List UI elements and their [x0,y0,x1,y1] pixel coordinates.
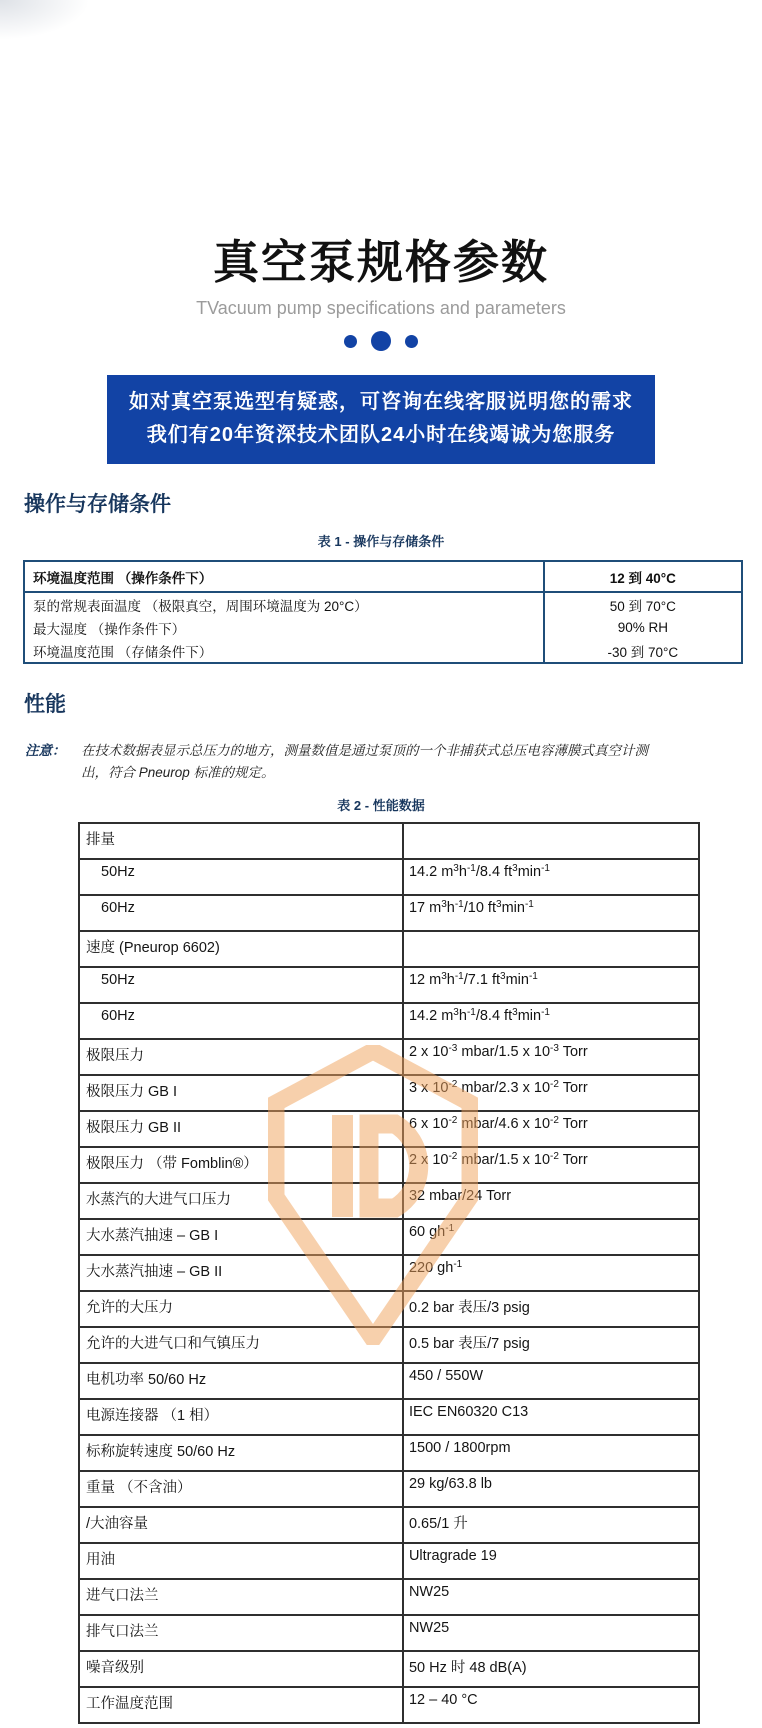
performance-note [25,740,670,784]
value-cell: 6 x $10^{-2}$ mbar/4.6 x $10^{-2}$ Torr [403,1111,699,1147]
label-cell: 电源连接器 （1 相） [79,1399,403,1435]
dot-icon [344,335,357,348]
label-cell: 极限压力 GB II [79,1111,403,1147]
value-cell: 29 kg/63.8 lb [403,1471,699,1507]
value-cell: 60 $gh^{-1}$ [403,1219,699,1255]
label-cell: 速度 (Pneurop 6602) [79,931,403,967]
value-cell: 450 / 550W [403,1363,699,1399]
table-row [24,639,742,663]
value-cell: 2 x $10^{-3}$ mbar/1.5 x $10^{-3}$ Torr [403,1039,699,1075]
table-row [79,1111,699,1147]
value-cell: 17 $m^3h^{-1}/10$ $ft^3\min^{-1}$ [403,895,699,931]
note-text: 在技术数据表显示总压力的地方，测量数值是通过泵顶的一个非捕获式总压电容薄膜式真空计测出，符合 Pneurop 标准的规定。 [81,743,648,780]
label-cell: 极限压力 [79,1039,403,1075]
label-cell: 重量 （不含油） [79,1471,403,1507]
value-cell: 0.65/1 升 [403,1507,699,1543]
banner-line-2: 我们有20年资深技术团队24小时在线竭诚为您服务 [146,424,616,446]
table2-caption: 表 2 - 性能数据 [337,798,425,813]
label-cell: 用油 [79,1543,403,1579]
value-cell: IEC EN60320 C13 [403,1399,699,1435]
label-cell: 极限压力 （带 Fomblin®） [79,1147,403,1183]
table-row [79,895,699,931]
label-cell: 泵的常规表面温度 （极限真空，周围环境温度为 20°C） [24,592,544,616]
table-row [79,1291,699,1327]
table-row [79,1003,699,1039]
table-row [79,1399,699,1435]
label-cell: 允许的大压力 [79,1291,403,1327]
table-row [79,823,699,859]
label-cell: 排量 [79,823,403,859]
table-row [79,1687,699,1723]
table-row [79,1219,699,1255]
dot-icon [405,335,418,348]
label-cell: 50Hz [79,859,403,895]
table-row [79,1471,699,1507]
table-row [79,1579,699,1615]
corner-shade [0,0,90,40]
value-cell: 220 $gh^{-1}$ [403,1255,699,1291]
value-cell: 50 到 70°C [609,598,676,614]
label-cell: 60Hz [79,1003,403,1039]
table-row [24,616,742,639]
label-cell: 工作温度范围 [79,1687,403,1723]
value-cell: -30 到 70°C [607,644,679,660]
table-row [79,1327,699,1363]
table-row [79,1039,699,1075]
value-cell: 3 x $10^{-2}$ mbar/2.3 x $10^{-2}$ Torr [403,1075,699,1111]
label-cell: 极限压力 GB I [79,1075,403,1111]
table-row [24,592,742,616]
label-cell: 允许的大进气口和气镇压力 [79,1327,403,1363]
label-cell: 环境温度范围 （操作条件下） [24,561,544,592]
label-cell: 水蒸汽的大进气口压力 [79,1183,403,1219]
label-cell: 最大湿度 （操作条件下） [24,616,544,639]
label-cell: 50Hz [79,967,403,1003]
banner-line-1: 如对真空泵选型有疑惑，可咨询在线客服说明您的需求 [129,391,633,413]
table-row [24,561,742,592]
performance-data-table [78,822,700,1724]
value-cell: 90% RH [617,620,668,635]
value-cell: 12 $m^3h^{-1}/7.1$ $ft^3\min^{-1}$ [403,967,699,1003]
label-cell: 环境温度范围 （存储条件下） [24,639,544,663]
value-cell: 1500 / 1800rpm [403,1435,699,1471]
table-row [79,967,699,1003]
value-cell: NW25 [403,1579,699,1615]
promo-banner [107,375,655,464]
table1-caption: 表 1 - 操作与存储条件 [317,534,445,549]
dot-icon [371,331,391,351]
label-cell: 电机功率 50/60 Hz [79,1363,403,1399]
note-label: 注意： [25,743,66,758]
label-cell: 排气口法兰 [79,1615,403,1651]
value-cell [403,823,699,859]
table-row [79,1183,699,1219]
value-cell: 0.2 bar 表压/3 psig [403,1291,699,1327]
table-row [79,1543,699,1579]
label-cell: 噪音级别 [79,1651,403,1687]
value-cell: 2 x $10^{-2}$ mbar/1.5 x $10^{-2}$ Torr [403,1147,699,1183]
section-heading-performance: 性能 [24,693,66,716]
value-cell: 14.2 $m^3h^{-1}/8.4$ $ft^3\min^{-1}$ [403,859,699,895]
table-row [79,1147,699,1183]
value-cell: NW25 [403,1615,699,1651]
label-cell: 进气口法兰 [79,1579,403,1615]
dots-decoration [0,331,762,351]
table-row [79,1075,699,1111]
table-row [79,1651,699,1687]
label-cell: /大油容量 [79,1507,403,1543]
table-row [79,1255,699,1291]
value-cell: 12 到 40°C [544,561,742,592]
value-cell: 32 mbar/24 Torr [403,1183,699,1219]
value-cell: Ultragrade 19 [403,1543,699,1579]
value-cell: 0.5 bar 表压/7 psig [403,1327,699,1363]
label-cell: 60Hz [79,895,403,931]
operating-conditions-table [23,560,743,664]
table-row [79,1615,699,1651]
page-title: 真空泵规格参数 [213,236,549,288]
label-cell: 大水蒸汽抽速 – GB II [79,1255,403,1291]
section-heading-operating: 操作与存储条件 [24,493,171,516]
value-cell [403,931,699,967]
table-row [79,1363,699,1399]
table-row [79,1507,699,1543]
table-row [79,859,699,895]
label-cell: 标称旋转速度 50/60 Hz [79,1435,403,1471]
label-cell: 大水蒸汽抽速 – GB I [79,1219,403,1255]
value-cell: 50 Hz 时 48 dB(A) [403,1651,699,1687]
table-row [79,931,699,967]
page-subtitle: TVacuum pump specifications and parameters [196,298,566,318]
table-row [79,1435,699,1471]
value-cell: 14.2 $m^3h^{-1}/8.4$ $ft^3\min^{-1}$ [403,1003,699,1039]
value-cell: 12 – 40 °C [403,1687,699,1723]
